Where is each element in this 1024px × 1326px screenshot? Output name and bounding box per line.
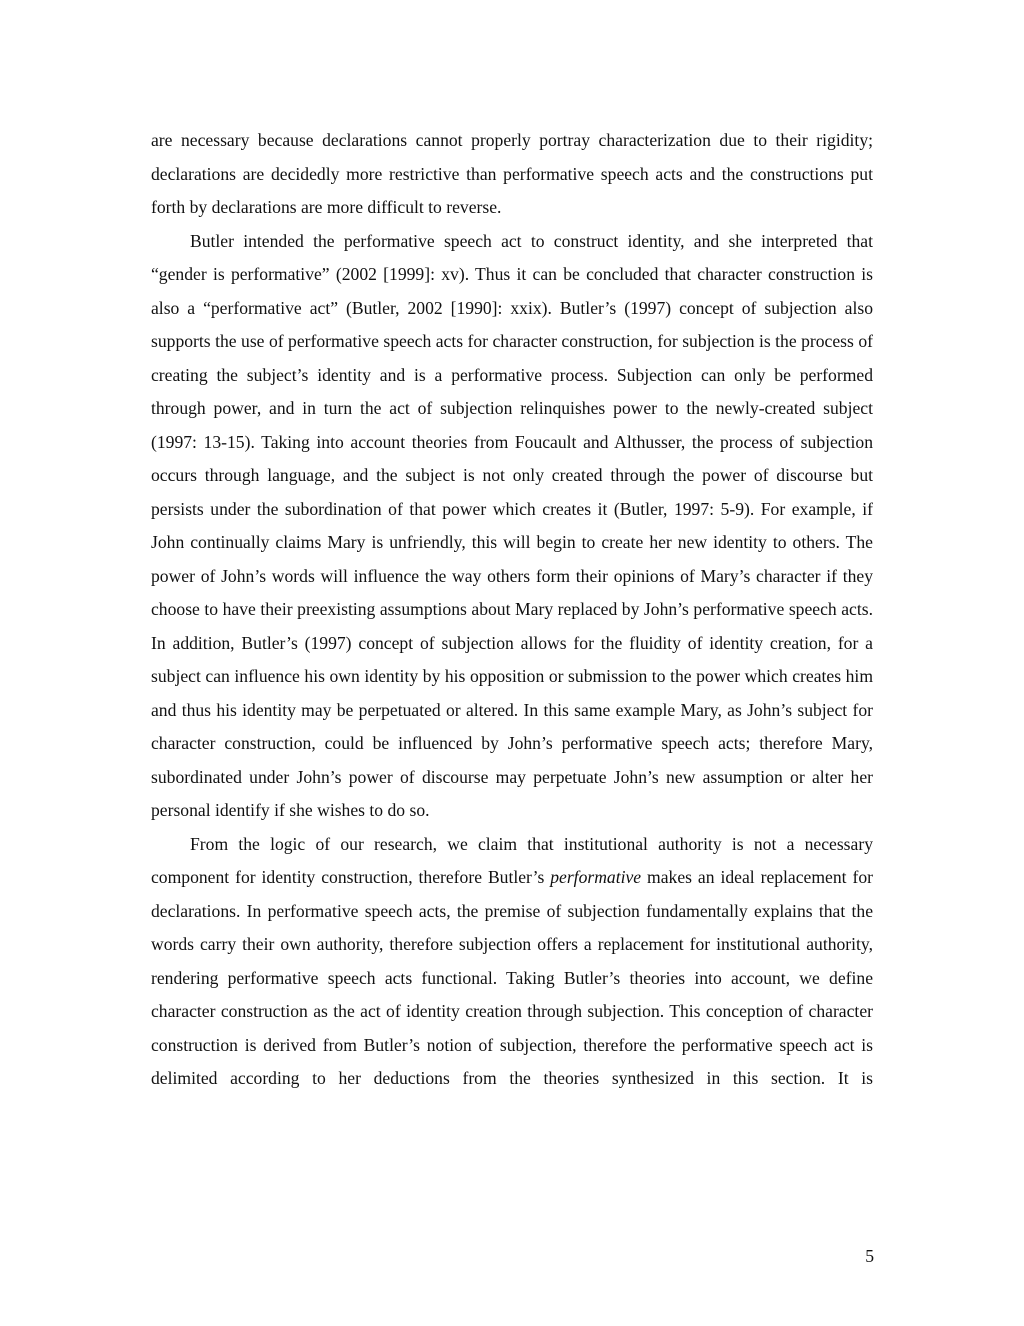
page-number: 5 xyxy=(865,1246,874,1266)
body-text xyxy=(151,124,873,1096)
emphasis-performative: performative xyxy=(550,867,642,887)
paragraph-butler-performative: Butler intended the performative speech act to construct identity, and she interpreted that “gender is performative” (2002 [1999]: xv). Thus it can be concluded that character construction is also a “performative act” (Butler, 2002 [1990]: xxix). Butler’s (1997) concept of subjection also supports the use of performative speech acts for character construction, for subjection is the process of creating the subject’s identity and is a performative process. Subjection can only be performed through power, and in turn the act of subjection relinquishes power to the newly-created subject (1997: 13-15). Taking into account theories from Foucault and Althusser, the process of subjection occurs through language, and the subject is not only created through the power of discourse but persists under the subordination of that power which creates it (Butler, 1997: 5-9). For example, if John continually claims Mary is unfriendly, this will begin to create her new identity to others. The power of John’s words will influence the way others form their opinions of Mary’s character if they choose to have their preexisting assumptions about Mary replaced by John’s performative speech acts. In addition, Butler’s (1997) concept of subjection allows for the fluidity of identity creation, for a subject can influence his own identity by his opposition or submission to the power which creates him and thus his identity may be perpetuated or altered. In this same example Mary, as John’s subject for character construction, could be influenced by John’s performative speech acts; therefore Mary, subordinated under John’s power of discourse may perpetuate John’s new assumption or alter her personal identify if she wishes to do so. xyxy=(151,230,873,820)
paragraph-continuation: are necessary because declarations cannot properly portray characterization due to their rigidity; declarations are decidedly more restrictive than performative speech acts and the constructions put forth by declarations are more difficult to reverse. xyxy=(151,130,873,217)
paragraph-text-before-emphasis: From the logic of our research, we claim that institutional authority is not a necessary component for identity construction, therefore Butler’s xyxy=(151,833,873,887)
paragraph-institutional-authority xyxy=(151,828,873,1096)
paragraph-text-after-emphasis: makes an ideal replacement for declarations. In performative speech acts, the premise of subjection fundamentally explains that the words carry their own authority, therefore subjection offers a replacement for institutional authority, rendering performative speech acts functional. Taking Butler’s theories into account, we define character construction as the act of identity creation through subjection. This conception of character construction is derived from Butler’s notion of subjection, therefore the performative speech act is delimited according to her deductions from the theories synthesized in this section. It is xyxy=(151,867,873,1088)
